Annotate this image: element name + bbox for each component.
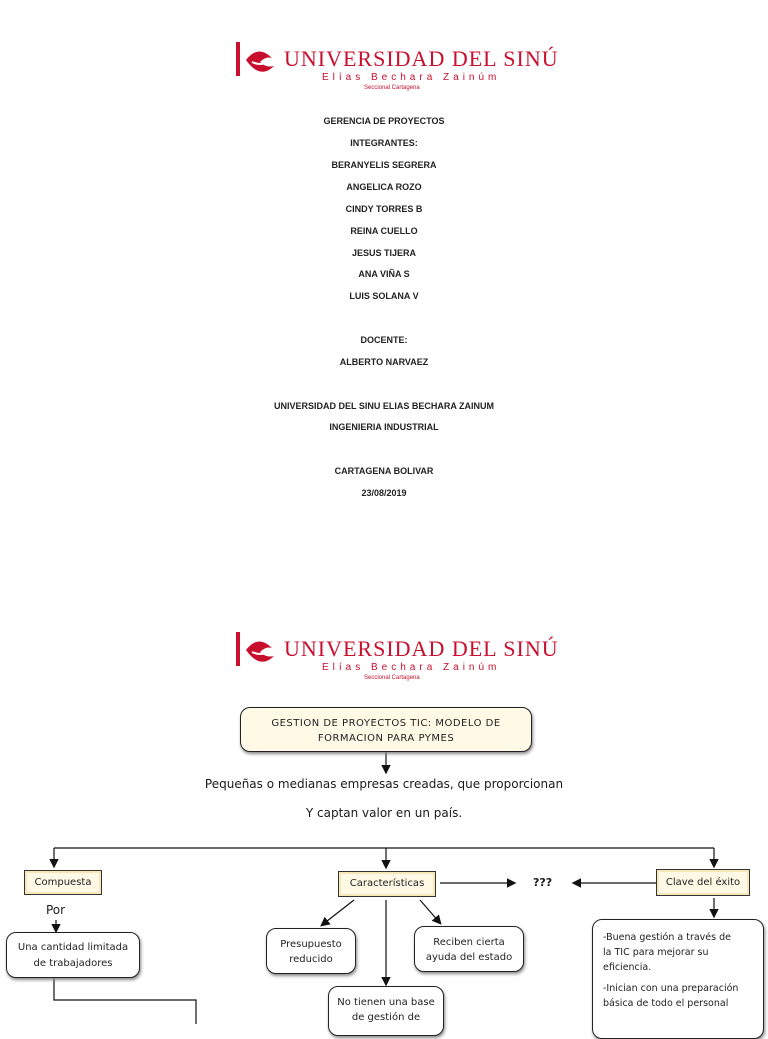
members-label: INTEGRANTES:: [350, 138, 418, 148]
logo-branch: Seccional Cartagena: [364, 85, 420, 91]
claves-exito-detail: [592, 919, 764, 1039]
exito2-line2: básica de todo el personal: [603, 998, 729, 1009]
ayuda-line1: Reciben cierta: [433, 937, 505, 948]
caracteristicas-node: Características: [338, 871, 436, 897]
exito1-line1: -Buena gestión a través de: [603, 932, 731, 943]
ayuda-line2: ayuda del estado: [425, 952, 513, 963]
map-title-line2: FORMACION PARA PYMES: [317, 733, 455, 744]
teacher-name: ALBERTO NARVAEZ: [339, 357, 429, 367]
compuesta-node: Compuesta: [24, 870, 102, 895]
base-line2: de gestión de: [351, 1012, 421, 1023]
teacher-label: DOCENTE:: [360, 335, 408, 345]
date: 23/08/2019: [361, 488, 407, 498]
intro-line1: Pequeñas o medianas empresas creadas, que proporcionan: [204, 777, 564, 791]
ayuda-estado-node: [414, 926, 524, 972]
exito2-line1: -Inician con una preparación: [603, 983, 739, 994]
member-name: ANGELICA ROZO: [346, 182, 422, 192]
map-title-line1: GESTION DE PROYECTOS TIC: MODELO DE: [271, 718, 501, 729]
exito1-line2: la TIC para mejorar su: [603, 947, 709, 958]
member-name: CINDY TORRES B: [345, 204, 423, 214]
member-name: ANA VIÑA S: [358, 269, 410, 279]
logo-subtitle: Elías Bechara Zainúm: [322, 662, 501, 673]
unknown-node: ???: [533, 876, 553, 889]
trabajadores-node: [6, 932, 140, 978]
trabajadores-line2: de trabajadores: [33, 958, 113, 969]
trabajadores-line1: Una cantidad limitada: [17, 942, 129, 953]
member-name: BERANYELIS SEGRERA: [331, 160, 437, 170]
city: CARTAGENA BOLIVAR: [334, 466, 434, 476]
member-name: LUIS SOLANA V: [349, 291, 419, 301]
exito1-line3: eficiencia.: [603, 962, 652, 973]
presupuesto-node: [266, 928, 356, 974]
clave-exito-node: Clave del éxito: [656, 869, 750, 896]
logo-branch: Seccional Cartagena: [364, 675, 420, 681]
member-name: JESUS TIJERA: [351, 248, 417, 258]
base-line1: No tienen una base: [337, 997, 435, 1008]
logo-subtitle: Elías Bechara Zainúm: [322, 72, 501, 83]
presupuesto-line1: Presupuesto: [280, 939, 342, 950]
por-label: Por: [46, 903, 66, 917]
presupuesto-line2: reducido: [289, 954, 333, 965]
logo-university-name: UNIVERSIDAD DEL SINÚ: [284, 636, 559, 661]
base-gestion-node: [328, 986, 444, 1036]
map-title-box: [240, 707, 532, 752]
intro-line2: Y captan valor en un país.: [305, 806, 463, 820]
course-title: GERENCIA DE PROYECTOS: [323, 116, 445, 126]
program-name: INGENIERIA INDUSTRIAL: [329, 422, 439, 432]
university-name: UNIVERSIDAD DEL SINU ELIAS BECHARA ZAINUM: [273, 401, 494, 411]
member-name: REINA CUELLO: [350, 226, 418, 236]
logo-university-name: UNIVERSIDAD DEL SINÚ: [284, 46, 559, 71]
